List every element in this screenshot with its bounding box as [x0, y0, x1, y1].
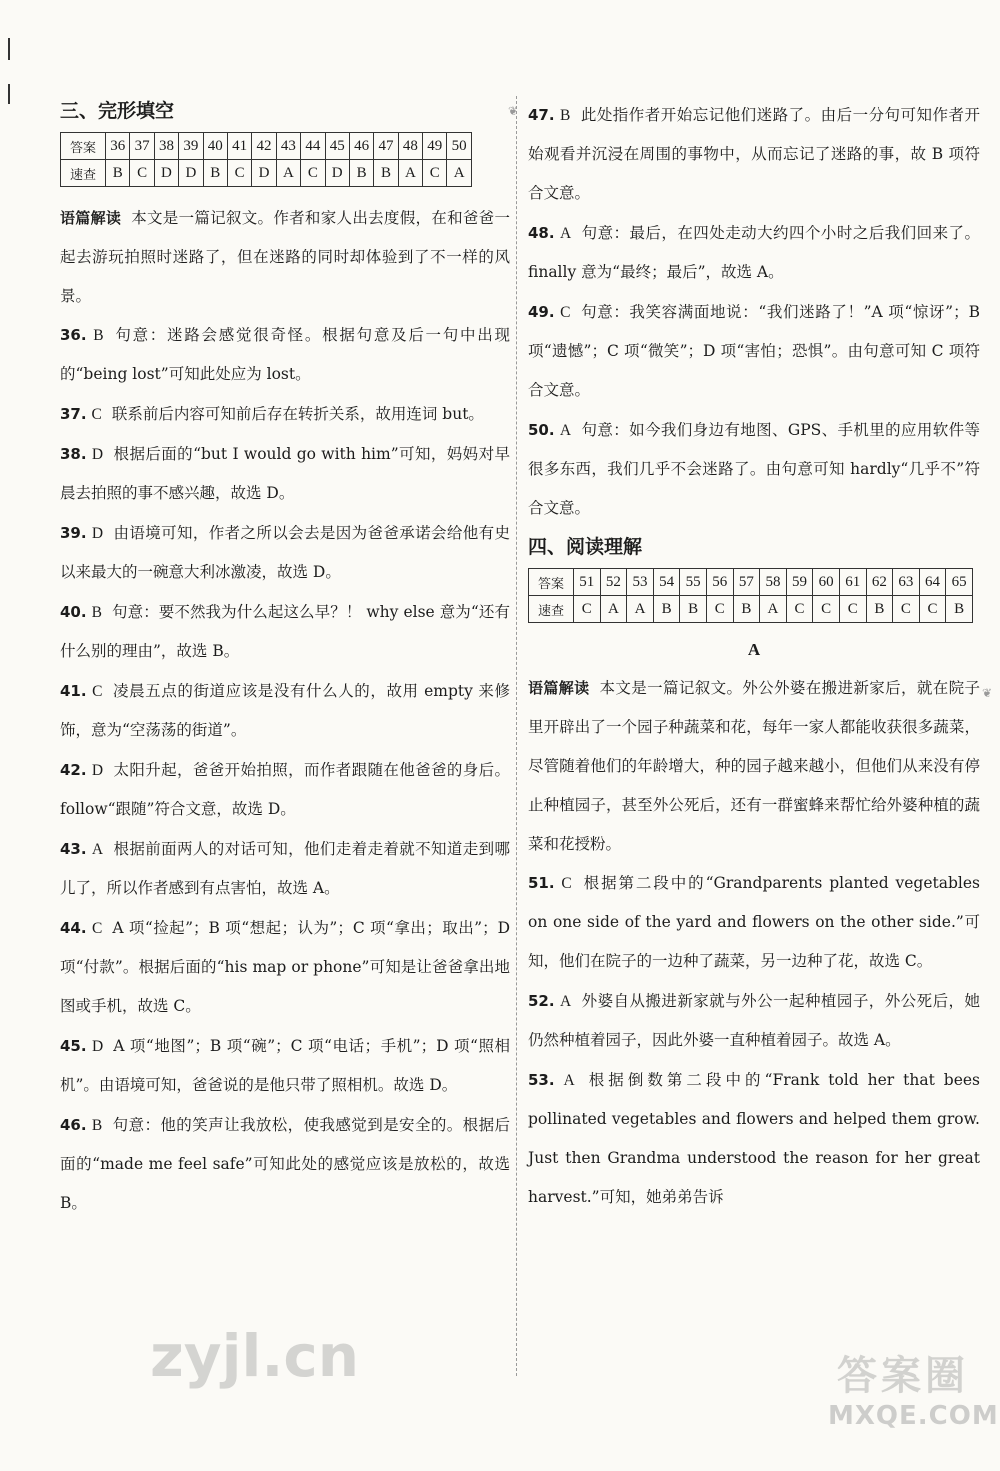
question-number-cell: 39: [179, 133, 203, 160]
question-number: 37.: [60, 405, 87, 423]
explanation-item: [60, 1106, 510, 1223]
question-number-cell: 52: [600, 569, 627, 596]
explanation-item: [60, 316, 510, 394]
answer-cell: C: [813, 596, 840, 623]
question-number-cell: 37: [130, 133, 154, 160]
question-number: 40.: [60, 603, 87, 621]
answer-cell: D: [154, 160, 178, 187]
answer-table-number-row: [61, 133, 472, 160]
question-number: 39.: [60, 524, 87, 542]
answer-cell: B: [733, 596, 760, 623]
answer-cell: C: [786, 596, 813, 623]
answer-option: C: [91, 920, 103, 937]
question-number-cell: 54: [653, 569, 680, 596]
explanation-item: [528, 864, 980, 981]
answer-cell: C: [227, 160, 251, 187]
explanation-item: [528, 1061, 980, 1217]
answer-cell: C: [574, 596, 601, 623]
section-title-reading: 四、阅读理解: [528, 536, 643, 558]
question-number-cell: 42: [252, 133, 276, 160]
answer-cell: C: [893, 596, 920, 623]
summary-text: 本文是一篇记叙文。外公外婆在搬进新家后，就在院子里开辟出了一个园子种蔬菜和花，每年一家人都能收获很多蔬菜，尽管随着他们的年龄增大，种的园子越来越小，但他们从来没有停止种植园子，甚至外公死后，还有一群蜜蜂来帮忙给外婆种植的蔬菜和花授粉。: [528, 679, 980, 853]
question-number-cell: 41: [227, 133, 251, 160]
question-number: 38.: [60, 445, 87, 463]
answer-cell: C: [130, 160, 154, 187]
answer-option: A: [559, 225, 572, 242]
question-number-cell: 47: [374, 133, 398, 160]
question-number: 47.: [528, 106, 555, 124]
answer-option: C: [560, 304, 571, 321]
explanation-item: [60, 435, 510, 513]
explanation-list: [528, 96, 980, 528]
answer-cell: B: [680, 596, 707, 623]
section-title-cloze: 三、完形填空: [60, 100, 175, 122]
explanation-item: [60, 751, 510, 829]
summary-text: 本文是一篇记叙文。作者和家人出去度假，在和爸爸一起去游玩拍照时迷路了，但在迷路的同时却体验到了不一样的风景。: [60, 209, 510, 305]
page-edge-mark: [8, 84, 10, 104]
explanation-text: 根据前面两人的对话可知，他们走着走着就不知道走到哪儿了，所以作者感到有点害怕，故选 A。: [60, 840, 510, 897]
answer-cell: B: [653, 596, 680, 623]
answer-table-answer-row: [529, 596, 973, 623]
question-number-cell: 46: [349, 133, 373, 160]
question-number-cell: 51: [574, 569, 601, 596]
answer-table-number-row: [529, 569, 973, 596]
answer-cell: C: [919, 596, 946, 623]
question-number-cell: 65: [946, 569, 973, 596]
question-number-cell: 58: [760, 569, 787, 596]
answer-cell: A: [600, 596, 627, 623]
question-number: 43.: [60, 840, 87, 858]
answer-cell: A: [276, 160, 300, 187]
page-edge-mark: [8, 38, 10, 60]
question-number: 53.: [528, 1071, 555, 1089]
question-number-cell: 63: [893, 569, 920, 596]
explanation-text: 由语境可知，作者之所以会去是因为爸爸承诺会给他有史以来最大的一碗意大利冰激凌，故选 D。: [60, 524, 510, 581]
answer-cell: D: [179, 160, 203, 187]
question-number-cell: 40: [203, 133, 227, 160]
answer-option: C: [91, 406, 102, 423]
answer-table-answer-row: [61, 160, 472, 187]
question-number-cell: 53: [627, 569, 654, 596]
question-number: 46.: [60, 1116, 87, 1134]
answer-option: C: [92, 683, 103, 700]
explanation-text: 外婆自从搬进新家就与外公一起种植园子，外公死后，她仍然种植着园子，因此外婆一直种植着园子。故选 A。: [528, 992, 980, 1049]
question-number-cell: 56: [706, 569, 733, 596]
question-number: 44.: [60, 919, 87, 937]
explanation-item: [60, 593, 510, 671]
question-number-cell: 38: [154, 133, 178, 160]
row-label: 答案: [529, 569, 574, 596]
explanation-item: [528, 411, 980, 528]
question-number: 51.: [528, 874, 555, 892]
explanation-item: [528, 96, 980, 213]
answer-option: A: [563, 1072, 575, 1089]
explanation-item: [60, 672, 510, 750]
answer-cell: C: [706, 596, 733, 623]
explanation-item: [60, 1027, 510, 1105]
answer-table-cloze: [60, 132, 472, 187]
question-number-cell: 57: [733, 569, 760, 596]
question-number-cell: 44: [301, 133, 325, 160]
question-number-cell: 62: [866, 569, 893, 596]
answer-cell: B: [374, 160, 398, 187]
explanation-list: [528, 864, 980, 1217]
explanation-text: 句意：迷路会感觉很奇怪。根据句意及后一句中出现的“being lost”可知此处应为 lost。: [60, 326, 510, 383]
question-number: 36.: [60, 326, 87, 344]
answer-cell: C: [423, 160, 447, 187]
explanation-item: [528, 293, 980, 410]
question-number: 48.: [528, 224, 555, 242]
question-number: 42.: [60, 761, 87, 779]
question-number: 41.: [60, 682, 87, 700]
explanation-text: 句意：他的笑声让我放松，使我感觉到是安全的。根据后面的“made me feel safe”可知此处的感觉应该是放松的，故选 B。: [60, 1116, 510, 1212]
explanation-text: 根据后面的“but I would go with him”可知，妈妈对早晨去拍照的事不感兴趣，故选 D。: [60, 445, 510, 502]
answer-option: B: [93, 327, 104, 344]
explanation-text: 根据倒数第二段中的“Frank told her that bees pollinated vegetables and flowers and helped them grow. Just then Grandma understood the reason for her great harvest.”可知，她弟弟告诉: [528, 1071, 980, 1206]
question-number-cell: 59: [786, 569, 813, 596]
answer-option: B: [560, 107, 571, 124]
answer-option: B: [91, 604, 102, 621]
question-number-cell: 55: [680, 569, 707, 596]
explanation-text: 句意：如今我们身边有地图、GPS、手机里的应用软件等很多东西，我们几乎不会迷路了。由句意可知 hardly“几乎不”符合文意。: [528, 421, 980, 517]
answer-cell: A: [627, 596, 654, 623]
passage-label: A: [747, 640, 761, 659]
explanation-item: [60, 395, 510, 434]
answer-cell: A: [447, 160, 471, 187]
question-number-cell: 61: [839, 569, 866, 596]
explanation-item: [528, 214, 980, 292]
watermark-site: zyjl.cn: [150, 1322, 360, 1390]
question-number-cell: 60: [813, 569, 840, 596]
answer-cell: B: [866, 596, 893, 623]
summary-heading: 语篇解读: [60, 209, 122, 227]
margin-mark: ❦: [982, 686, 993, 700]
watermark-logo-cn: 答案圈: [837, 1353, 969, 1399]
answer-option: B: [91, 1117, 103, 1134]
summary-heading: 语篇解读: [528, 679, 590, 697]
question-number: 49.: [528, 303, 555, 321]
answer-option: D: [92, 1038, 104, 1055]
explanation-text: 句意：我笑容满面地说：“我们迷路了！”A 项“惊讶”；B 项“遗憾”；C 项“微笑”；D 项“害怕；恐惧”。由句意可知 C 项符合文意。: [528, 303, 980, 399]
question-number-cell: 43: [276, 133, 300, 160]
row-label: 速查: [529, 596, 574, 623]
left-column: [60, 96, 510, 1224]
explanation-text: 根据第二段中的“Grandparents planted vegetables on one side of the yard and flowers on the other side.”可知，他们在院子的一边种了蔬菜，另一边种了花，故选 C。: [528, 874, 980, 970]
answer-cell: C: [839, 596, 866, 623]
answer-cell: A: [760, 596, 787, 623]
margin-mark: ❦: [508, 104, 519, 118]
explanation-text: 凌晨五点的街道应该是没有什么人的，故用 empty 来修饰，意为“空荡荡的街道”。: [60, 682, 510, 739]
explanation-text: 联系前后内容可知前后存在转折关系，故用连词 but。: [111, 405, 484, 423]
answer-cell: D: [325, 160, 349, 187]
answer-option: D: [91, 446, 104, 463]
question-number-cell: 64: [919, 569, 946, 596]
answer-option: A: [91, 841, 104, 858]
answer-cell: B: [203, 160, 227, 187]
explanation-text: 句意：要不然我为什么起这么早？！ why else 意为“还有什么别的理由”，故选 B。: [60, 603, 510, 660]
answer-table-reading: [528, 568, 973, 623]
watermark-logo-en: MXQE.COM: [828, 1401, 999, 1431]
question-number-cell: 48: [398, 133, 422, 160]
explanation-text: A 项“捡起”；B 项“想起；认为”；C 项“拿出；取出”；D 项“付款”。根据后面的“his map or phone”可知是让爸爸拿出地图或手机，故选 C。: [60, 919, 510, 1015]
question-number: 50.: [528, 421, 555, 439]
answer-cell: D: [252, 160, 276, 187]
explanation-item: [60, 909, 510, 1026]
watermark-logo: [828, 1344, 999, 1431]
explanation-text: 此处指作者开始忘记他们迷路了。由后一分句可知作者开始观看并沉浸在周围的事物中，从而忘记了迷路的事，故 B 项符合文意。: [528, 106, 980, 202]
explanation-item: [528, 982, 980, 1060]
explanation-item: [60, 514, 510, 592]
answer-cell: B: [946, 596, 973, 623]
explanation-text: 太阳升起，爸爸开始拍照，而作者跟随在他爸爸的身后。follow“跟随”符合文意，故选 D。: [60, 761, 510, 818]
answer-cell: C: [301, 160, 325, 187]
answer-cell: B: [106, 160, 130, 187]
answer-cell: B: [349, 160, 373, 187]
passage-summary: [60, 199, 510, 316]
explanation-text: A 项“地图”；B 项“碗”；C 项“电话；手机”；D 项“照相机”。由语境可知，爸爸说的是他只带了照相机。故选 D。: [60, 1037, 510, 1094]
question-number-cell: 49: [423, 133, 447, 160]
right-column: [528, 96, 980, 1218]
answer-cell: A: [398, 160, 422, 187]
answer-option: D: [91, 525, 104, 542]
row-label: 答案: [61, 133, 106, 160]
column-divider: [516, 96, 517, 1376]
answer-option: C: [561, 875, 572, 892]
explanation-list: [60, 316, 510, 1223]
explanation-text: 句意：最后，在四处走动大约四个小时之后我们回来了。finally 意为“最终；最后”，故选 A。: [528, 224, 980, 281]
question-number-cell: 45: [325, 133, 349, 160]
answer-option: D: [91, 762, 104, 779]
question-number: 52.: [528, 992, 555, 1010]
answer-option: A: [559, 422, 572, 439]
question-number-cell: 50: [447, 133, 471, 160]
row-label: 速查: [61, 160, 106, 187]
explanation-item: [60, 830, 510, 908]
question-number-cell: 36: [106, 133, 130, 160]
answer-option: A: [559, 993, 572, 1010]
passage-summary: [528, 669, 980, 864]
question-number: 45.: [60, 1037, 87, 1055]
